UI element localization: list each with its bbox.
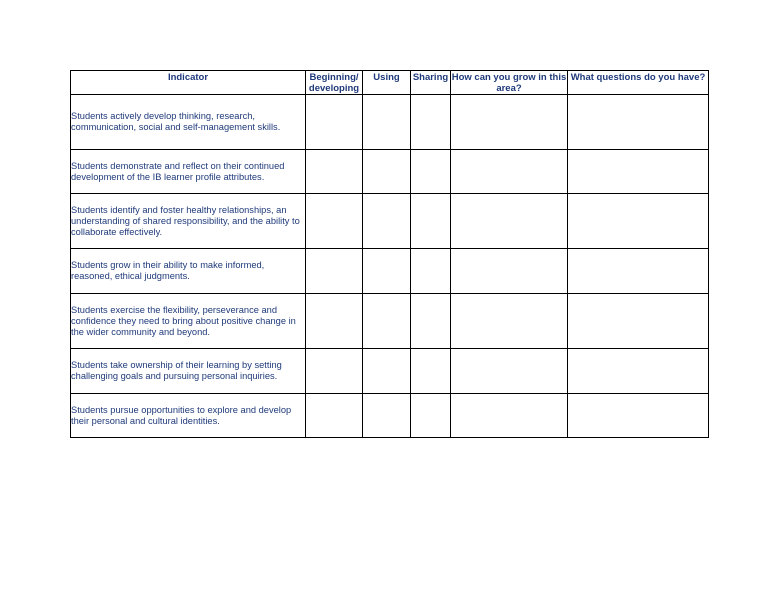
- using-cell[interactable]: [363, 150, 411, 194]
- beginning-developing-cell[interactable]: [306, 194, 363, 249]
- using-cell[interactable]: [363, 249, 411, 294]
- using-cell[interactable]: [363, 394, 411, 438]
- beginning-developing-cell[interactable]: [306, 249, 363, 294]
- grow-cell[interactable]: [451, 394, 568, 438]
- questions-cell[interactable]: [568, 249, 709, 294]
- indicator-cell: Students grow in their ability to make informed, reasoned, ethical judgments.: [71, 249, 306, 294]
- questions-cell[interactable]: [568, 194, 709, 249]
- header-row: [71, 71, 709, 95]
- beginning-developing-cell[interactable]: [306, 95, 363, 150]
- header-grow: How can you grow in this area?: [451, 72, 567, 94]
- header-indicator: Indicator: [71, 71, 306, 95]
- sharing-cell[interactable]: [411, 95, 451, 150]
- table-row: [71, 194, 709, 249]
- sharing-cell[interactable]: [411, 194, 451, 249]
- header-beginning-developing: Beginning/ developing: [306, 71, 363, 95]
- questions-cell[interactable]: [568, 294, 709, 349]
- using-cell[interactable]: [363, 349, 411, 394]
- beginning-developing-cell[interactable]: [306, 349, 363, 394]
- grow-cell[interactable]: [451, 150, 568, 194]
- table-row: [71, 95, 709, 150]
- header-questions: What questions do you have?: [568, 71, 709, 95]
- questions-cell[interactable]: [568, 394, 709, 438]
- indicator-cell: Students exercise the flexibility, perseverance and confidence they need to bring about positive change in the wider community and beyond.: [71, 294, 306, 349]
- grow-cell[interactable]: [451, 249, 568, 294]
- header-sharing: Sharing: [411, 71, 451, 95]
- questions-cell[interactable]: [568, 150, 709, 194]
- header-using: Using: [363, 71, 411, 95]
- questions-cell[interactable]: [568, 95, 709, 150]
- beginning-developing-cell[interactable]: [306, 294, 363, 349]
- table-row: [71, 394, 709, 438]
- using-cell[interactable]: [363, 294, 411, 349]
- sharing-cell[interactable]: [411, 394, 451, 438]
- table-row: [71, 249, 709, 294]
- beginning-developing-cell[interactable]: [306, 394, 363, 438]
- indicator-cell: Students identify and foster healthy relationships, an understanding of shared responsibility, and the ability to collaborate effectively.: [71, 194, 306, 249]
- sharing-cell[interactable]: [411, 294, 451, 349]
- sharing-cell[interactable]: [411, 150, 451, 194]
- beginning-developing-cell[interactable]: [306, 150, 363, 194]
- using-cell[interactable]: [363, 95, 411, 150]
- grow-cell[interactable]: [451, 194, 568, 249]
- indicator-cell: Students take ownership of their learning by setting challenging goals and pursuing personal inquiries.: [71, 349, 306, 394]
- indicator-cell: Students demonstrate and reflect on their continued development of the IB learner profile attributes.: [71, 150, 306, 194]
- indicator-rubric-table: [70, 70, 709, 438]
- indicator-cell: Students pursue opportunities to explore and develop their personal and cultural identities.: [71, 394, 306, 438]
- table-row: [71, 150, 709, 194]
- sharing-cell[interactable]: [411, 249, 451, 294]
- sharing-cell[interactable]: [411, 349, 451, 394]
- grow-cell[interactable]: [451, 95, 568, 150]
- grow-cell[interactable]: [451, 349, 568, 394]
- table-row: [71, 294, 709, 349]
- indicator-cell: Students actively develop thinking, research, communication, social and self-management skills.: [71, 95, 306, 150]
- table-row: [71, 349, 709, 394]
- questions-cell[interactable]: [568, 349, 709, 394]
- grow-cell[interactable]: [451, 294, 568, 349]
- using-cell[interactable]: [363, 194, 411, 249]
